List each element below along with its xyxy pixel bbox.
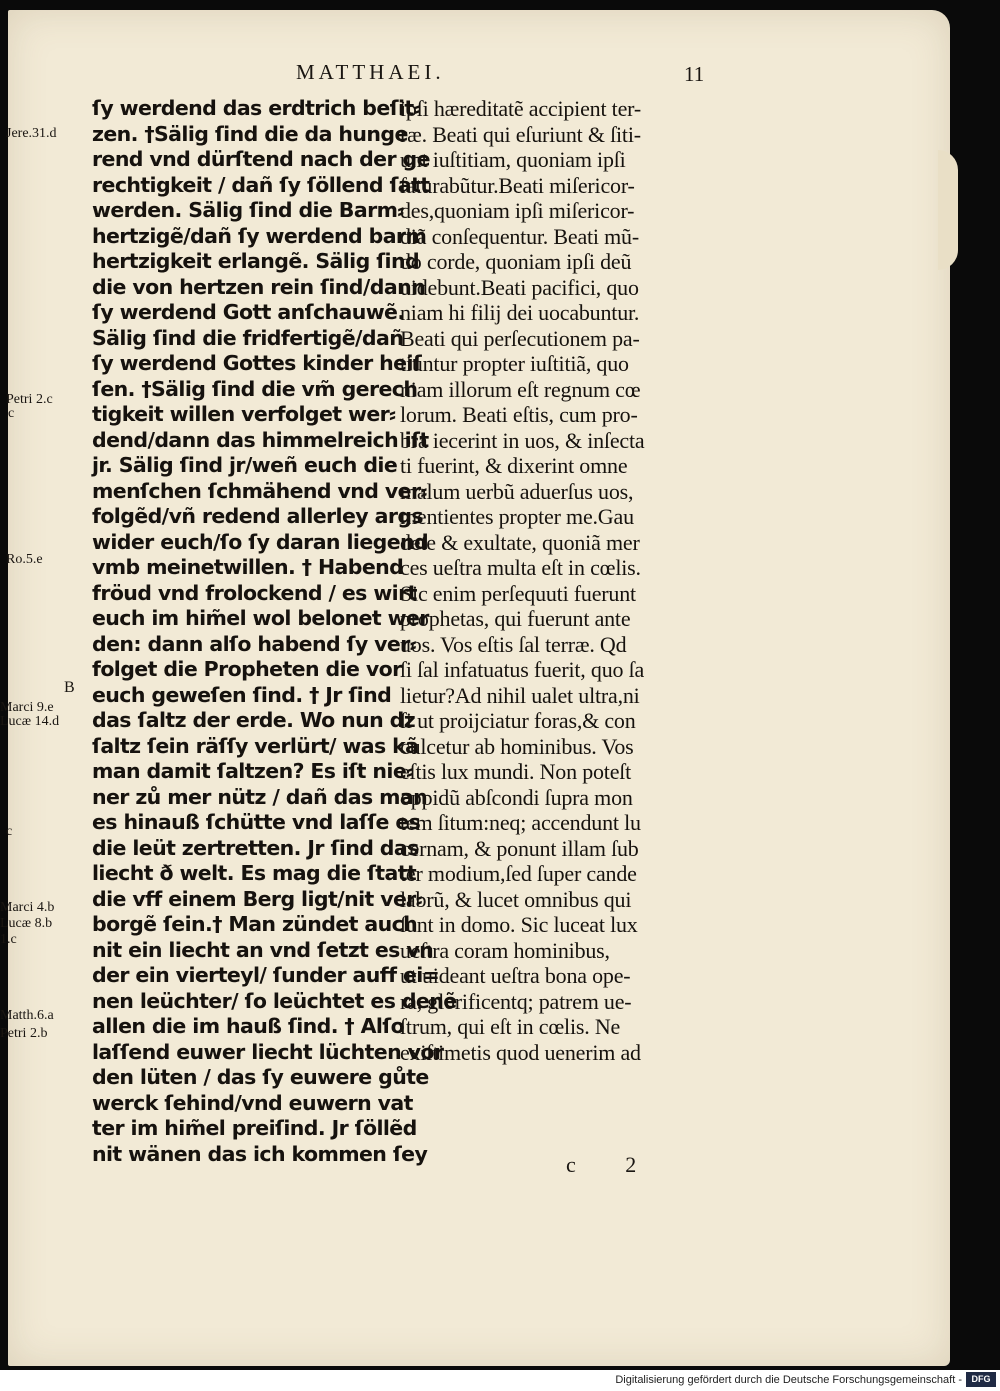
margin-note: Matth.6.a [0,1008,54,1023]
text-line: ſi ſal infatuatus fuerit, quo ſa [400,657,645,682]
footer-bar [0,1370,1000,1391]
text-line: ſaturabũtur.Beati miſericor- [400,172,635,198]
margin-note: Marci 9.e [0,700,54,715]
text-line: ſunt in domo. Sic luceat lux [400,912,638,937]
text-line: Sic enim perſequuti fuerunt [400,580,636,606]
text-line: hertzigẽ/dañ ſy werdend barm [92,223,427,248]
text-line: mentientes propter me.Gau [400,504,634,529]
text-line: ner zů mer nütz / dañ das man [92,784,428,809]
text-line: das ſaltz der erde. Wo nun dz [92,708,416,732]
text-line: ter modium,ſed ſuper cande [400,861,637,886]
text-line: tem ſitum:neq; accendunt lu [400,810,641,835]
text-line: ces ueſtra multa eſt in cœlis. [400,555,641,580]
text-line: menſchen ſchmähend vnd ver⸗ [92,478,427,503]
text-line: bra iecerint in uos, & inſecta [400,427,645,453]
text-line: culcetur ab hominibus. Vos [400,733,634,759]
page-edge [938,150,958,270]
text-line: uidebunt.Beati pacifici, quo [400,274,639,300]
text-line: ut uideant ueſtra bona ope- [400,963,631,988]
text-line: lietur?Ad nihil ualet ultra,ni [400,682,640,708]
text-line: Beati qui perſecutionem pa- [400,325,640,351]
text-line: euch geweſen ſind. † Jr ſind [92,682,392,707]
text-line: folget die Propheten die vor [92,657,402,681]
text-line: Sälig ſind die fridfertigẽ/dañ [92,325,404,350]
text-line: malum uerbũ aduerſus uos, [400,478,634,504]
text-line: den: dann alſo habend ſy ver⸗ [92,631,416,656]
text-line: nen leüchter/ ſo leüchtet es denẽ [92,988,457,1013]
text-line: ra, glorificentq; patrem ue- [400,988,632,1014]
footer-credit: Digitalisierung gefördert durch die Deutsche Forschungsgemeinschaft - [615,1374,962,1386]
text-line: ter im him̃el preiſind. Jr ſöllẽd [92,1116,417,1140]
text-line: vmb meinetwillen. † Habend [92,555,404,579]
german-text-column [92,96,457,1167]
text-line: diã conſequentur. Beati mũ- [400,223,639,249]
margin-note: Marci 4.b [0,900,55,915]
text-line: niam illorum eſt regnum cœ [400,376,641,402]
text-line: ti fuerint, & dixerint omne [400,453,628,478]
margin-note: 1.c [0,932,17,947]
text-line: ſi ut proijciatur foras,& con [400,708,636,733]
text-line: des,quoniam ipſi miſericor- [400,198,635,223]
signature-mark: c 2 [566,1152,659,1177]
text-line: labrũ, & lucet omnibus qui [400,886,632,912]
text-line: tiuntur propter iuſtitiã, quo [400,351,629,376]
margin-note: Petri 2.c [6,392,53,407]
text-line: ſaltz ſein räſſy verlürt/ was kã [92,733,419,758]
text-line: rechtigkeit / dañ ſy ſöllend ſatt [92,172,430,197]
text-line: liecht ð welt. Es mag die ſtatt [92,861,417,885]
text-line: euch im him̃el wol belonet wer [92,606,429,630]
text-line: uos. Vos eſtis ſal terræ. Qd [400,631,627,657]
text-line: ipſi hæreditatẽ accipient ter- [400,96,641,121]
text-line: den lüten / das ſy euwere gůte [92,1065,429,1089]
text-line: nit ein liecht an vnd ſetzt es vn [92,937,434,962]
text-line: hertzigkeit erlangẽ. Sälig ſind [92,249,420,273]
text-line: do corde, quoniam ipſi deũ [400,249,632,274]
text-line: zen. †Sälig ſind die da hunge [92,121,408,146]
text-line: exiſtimetis quod uenerim ad [400,1039,641,1065]
text-line: die vff einem Berg ligt/nit ver⸗ [92,886,423,911]
text-line: werden. Sälig ſind die Barm⸗ [92,198,404,222]
dfg-logo-icon: DFG [966,1372,996,1387]
text-line: allen die im hauß ſind. † Alſo [92,1014,405,1038]
margin-note: Ro.5.e [6,552,43,567]
text-line: unt iuſtitiam, quoniam ipſi [400,147,626,172]
text-line: ſtrum, qui eſt in cœlis. Ne [400,1014,621,1039]
text-line: eſtis lux mundi. Non poteſt [400,759,632,784]
text-line: die von hertzen rein ſind/dann [92,274,426,299]
margin-note: B [64,679,75,696]
running-head: MATTHAEI. [296,60,445,84]
text-line: prophetas, qui fuerunt ante [400,606,631,631]
margin-note: Jere.31.d [6,126,57,141]
text-line: ſen. †Sälig ſind die vm̃ gerech [92,376,418,401]
text-line: lorum. Beati eſtis, cum pro- [400,402,638,427]
text-line: man damit ſaltzen? Es iſt nie⸗ [92,759,413,783]
margin-note: c [8,406,15,421]
text-line: wider euch/ſo ſy daran liegend [92,529,429,554]
text-line: fröud vnd frolockend / es wirt [92,580,417,605]
text-line: ræ. Beati qui eſuriunt & ſiti- [400,121,641,147]
margin-note: Lucæ 14.d [0,714,60,729]
text-line: ſy werdend das erdtrich beſit⸗ [92,96,420,120]
text-line: rend vnd dürſtend nach der ge [92,147,430,171]
text-line: ſy werdend Gottes kinder heiſ [92,351,422,375]
folio-number: 11 [684,62,705,86]
latin-text-column [400,96,700,1065]
text-line: dete & exultate, quoniã mer [400,529,640,555]
margin-note: c [6,824,13,839]
text-line: jr. Sälig ſind jr/weñ euch die [92,453,398,477]
text-line: cernam, & ponunt illam ſub [400,835,639,861]
text-line: die leüt zertretten. Jr ſind das [92,835,419,860]
text-line: tigkeit willen verfolget wer⸗ [92,402,396,426]
text-line: niam hi filij dei uocabuntur. [400,300,640,325]
text-line: der ein vierteyl/ ſunder auff ei= [92,963,440,987]
margin-note: Petri 2.b [0,1026,48,1041]
text-line: borgẽ ſein.† Man zündet auch [92,912,418,936]
text-line: ueſtra coram hominibus, [400,937,610,963]
text-line: nit wänen das ich kommen ſey [92,1141,428,1166]
text-line: es hinauß ſchütte vnd laſſe es [92,810,421,834]
text-line: folgẽd/vñ redend allerley args [92,504,424,528]
text-line: ſy werdend Gott anſchauwẽ. [92,300,405,324]
text-line: laſſend euwer liecht lüchten vor [92,1039,444,1064]
text-line: oppidũ abſcondi ſupra mon [400,784,633,810]
margin-note: Lucæ 8.b [0,916,53,931]
text-line: dend/dann das himmelreich iſt [92,427,429,452]
text-line: werck ſehind/vnd euwern vat [92,1090,413,1115]
